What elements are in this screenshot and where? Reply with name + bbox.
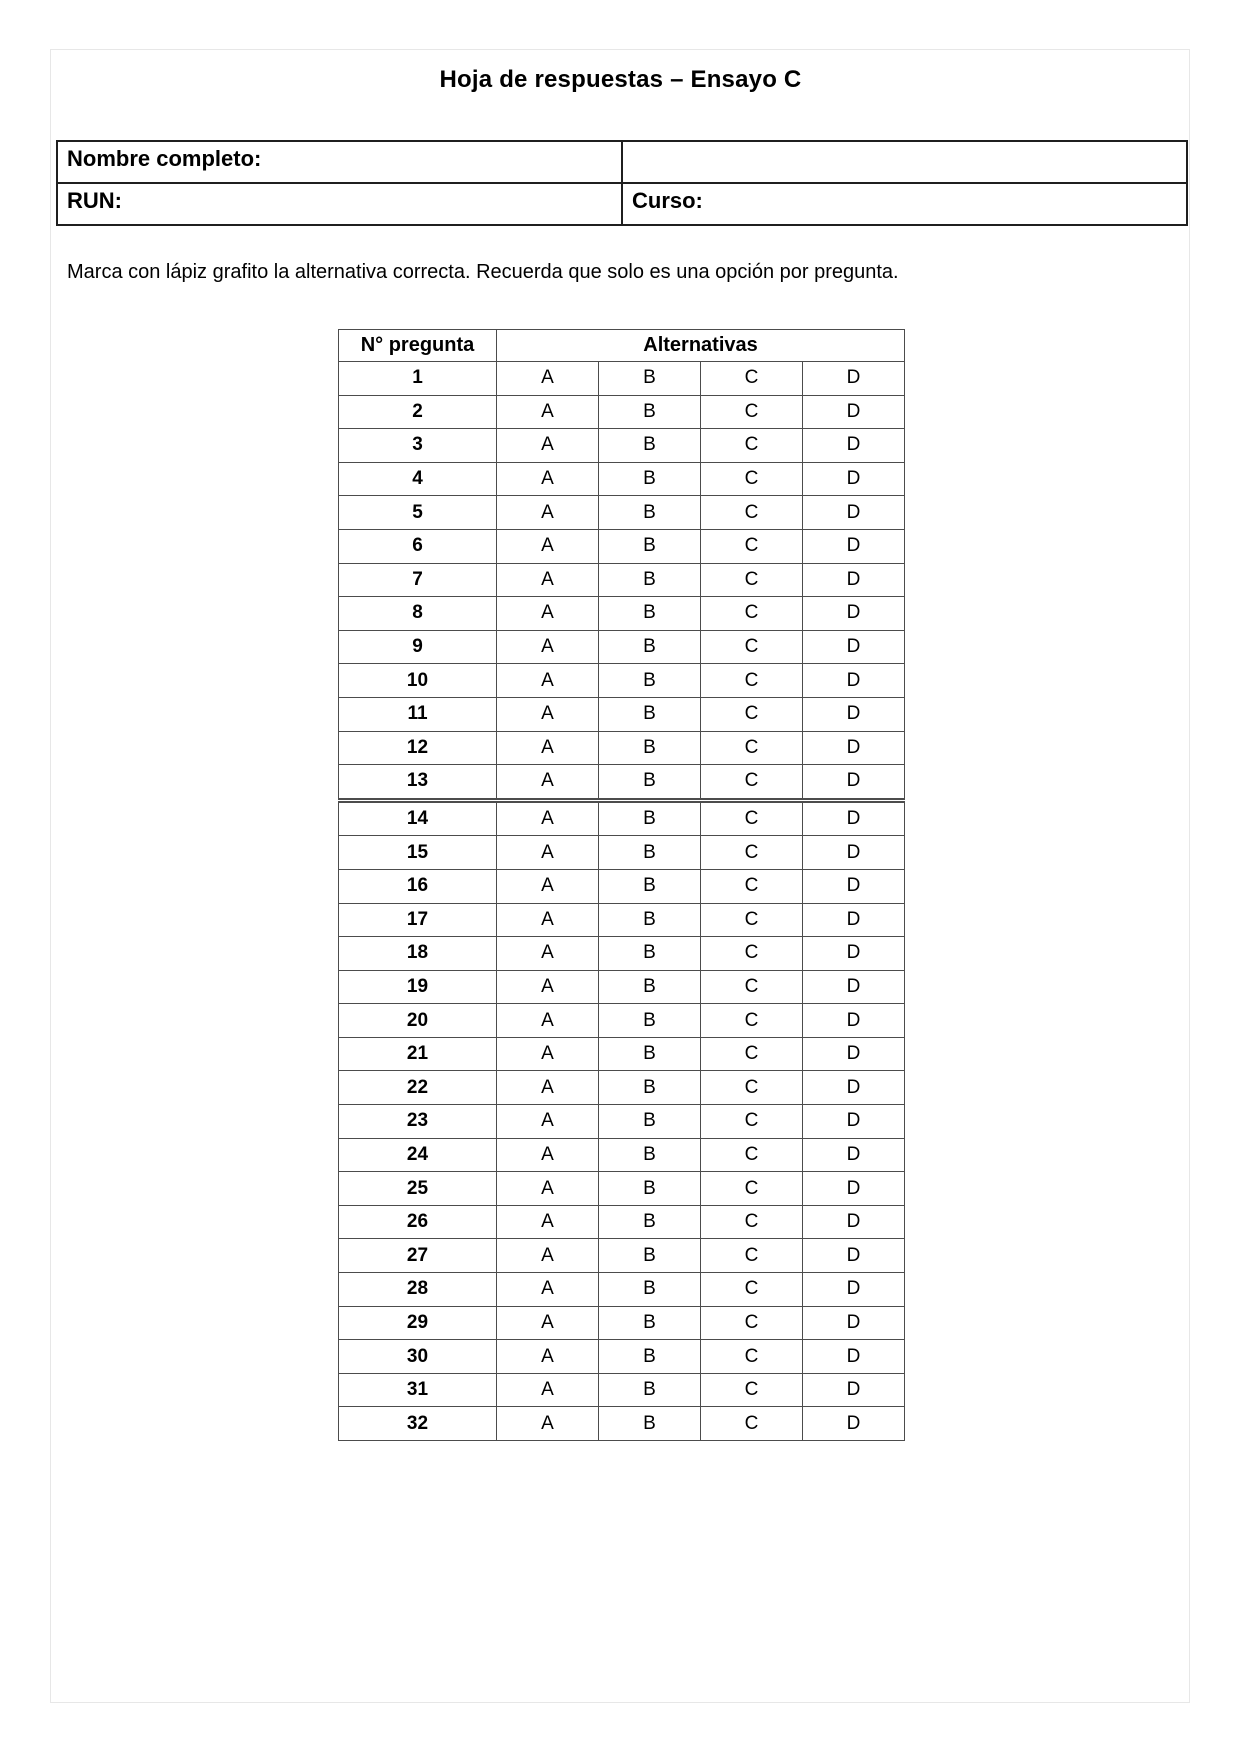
answer-row [339, 937, 905, 971]
option-cell-c[interactable]: C [701, 937, 803, 971]
question-number: 2 [339, 395, 497, 429]
option-cell-d[interactable]: D [803, 903, 905, 937]
question-number: 16 [339, 869, 497, 903]
option-cell-c[interactable]: C [701, 1004, 803, 1038]
option-cell-b[interactable]: B [599, 395, 701, 429]
option-cell-a[interactable]: A [497, 563, 599, 597]
answer-row [339, 395, 905, 429]
option-cell-c[interactable]: C [701, 429, 803, 463]
answer-row [339, 664, 905, 698]
option-cell-b[interactable]: B [599, 1340, 701, 1374]
option-cell-d[interactable]: D [803, 429, 905, 463]
answer-row [339, 1239, 905, 1273]
answer-row [339, 630, 905, 664]
option-cell-b[interactable]: B [599, 697, 701, 731]
option-cell-a[interactable]: A [497, 836, 599, 870]
answer-row [339, 1205, 905, 1239]
option-cell-c[interactable]: C [701, 529, 803, 563]
option-cell-b[interactable]: B [599, 362, 701, 396]
option-cell-a[interactable]: A [497, 869, 599, 903]
run-label: RUN: [67, 188, 122, 213]
question-number: 30 [339, 1340, 497, 1374]
option-cell-b[interactable]: B [599, 937, 701, 971]
option-cell-c[interactable]: C [701, 1105, 803, 1139]
question-number: 20 [339, 1004, 497, 1038]
question-number: 6 [339, 529, 497, 563]
option-cell-c[interactable]: C [701, 1138, 803, 1172]
option-cell-a[interactable]: A [497, 1004, 599, 1038]
option-cell-d[interactable]: D [803, 1205, 905, 1239]
question-number: 7 [339, 563, 497, 597]
option-cell-d[interactable]: D [803, 496, 905, 530]
answer-row [339, 1037, 905, 1071]
option-cell-c[interactable]: C [701, 563, 803, 597]
answer-row [339, 1105, 905, 1139]
option-cell-d[interactable]: D [803, 1105, 905, 1139]
option-cell-a[interactable]: A [497, 1105, 599, 1139]
student-info-table [56, 140, 1188, 226]
option-cell-c[interactable]: C [701, 800, 803, 836]
question-number: 9 [339, 630, 497, 664]
question-number: 25 [339, 1172, 497, 1206]
option-cell-b[interactable]: B [599, 1037, 701, 1071]
option-cell-a[interactable]: A [497, 1340, 599, 1374]
option-cell-d[interactable]: D [803, 1037, 905, 1071]
option-cell-a[interactable]: A [497, 1407, 599, 1441]
option-cell-c[interactable]: C [701, 1273, 803, 1307]
option-cell-c[interactable]: C [701, 664, 803, 698]
option-cell-a[interactable]: A [497, 429, 599, 463]
option-cell-d[interactable]: D [803, 1407, 905, 1441]
option-cell-b[interactable]: B [599, 529, 701, 563]
question-number: 29 [339, 1306, 497, 1340]
option-cell-a[interactable]: A [497, 1071, 599, 1105]
option-cell-a[interactable]: A [497, 1373, 599, 1407]
answer-row [339, 1273, 905, 1307]
answer-row [339, 765, 905, 801]
option-cell-c[interactable]: C [701, 630, 803, 664]
option-cell-c[interactable]: C [701, 1071, 803, 1105]
option-cell-a[interactable]: A [497, 1037, 599, 1071]
option-cell-b[interactable]: B [599, 869, 701, 903]
question-number: 17 [339, 903, 497, 937]
option-cell-a[interactable]: A [497, 800, 599, 836]
question-number: 21 [339, 1037, 497, 1071]
option-cell-c[interactable]: C [701, 362, 803, 396]
instructions-text: Marca con lápiz grafito la alternativa correcta. Recuerda que solo es una opción por pregunta. [67, 261, 899, 283]
option-cell-b[interactable]: B [599, 462, 701, 496]
option-cell-b[interactable]: B [599, 1071, 701, 1105]
option-cell-b[interactable]: B [599, 903, 701, 937]
answer-row [339, 1172, 905, 1206]
answer-row [339, 697, 905, 731]
option-cell-d[interactable]: D [803, 1138, 905, 1172]
option-cell-d[interactable]: D [803, 731, 905, 765]
option-cell-a[interactable]: A [497, 731, 599, 765]
curso-label-cell[interactable] [622, 183, 1187, 225]
option-cell-d[interactable]: D [803, 836, 905, 870]
option-cell-c[interactable]: C [701, 1037, 803, 1071]
option-cell-a[interactable]: A [497, 630, 599, 664]
answer-row [339, 836, 905, 870]
question-number: 31 [339, 1373, 497, 1407]
name-label-cell[interactable] [57, 141, 622, 183]
option-cell-d[interactable]: D [803, 462, 905, 496]
answer-row [339, 563, 905, 597]
answer-row [339, 903, 905, 937]
option-cell-b[interactable]: B [599, 800, 701, 836]
option-cell-d[interactable]: D [803, 1373, 905, 1407]
answer-row [339, 731, 905, 765]
option-cell-d[interactable]: D [803, 563, 905, 597]
answers-table-body [339, 362, 905, 1441]
option-cell-d[interactable]: D [803, 1273, 905, 1307]
option-cell-b[interactable]: B [599, 664, 701, 698]
run-label-cell[interactable] [57, 183, 622, 225]
option-cell-b[interactable]: B [599, 1172, 701, 1206]
answer-row [339, 597, 905, 631]
question-number: 3 [339, 429, 497, 463]
option-cell-a[interactable]: A [497, 1205, 599, 1239]
answers-header-row [339, 330, 905, 362]
option-cell-a[interactable]: A [497, 664, 599, 698]
question-number: 19 [339, 970, 497, 1004]
answers-table [338, 329, 905, 1441]
option-cell-d[interactable]: D [803, 1071, 905, 1105]
option-cell-d[interactable]: D [803, 664, 905, 698]
option-cell-d[interactable]: D [803, 597, 905, 631]
option-cell-c[interactable]: C [701, 395, 803, 429]
option-cell-a[interactable]: A [497, 1239, 599, 1273]
option-cell-b[interactable]: B [599, 1407, 701, 1441]
answer-row [339, 1138, 905, 1172]
answer-row [339, 529, 905, 563]
answer-row [339, 800, 905, 836]
option-cell-d[interactable]: D [803, 697, 905, 731]
answer-row [339, 869, 905, 903]
option-cell-c[interactable]: C [701, 1306, 803, 1340]
option-cell-b[interactable]: B [599, 597, 701, 631]
option-cell-a[interactable]: A [497, 395, 599, 429]
option-cell-b[interactable]: B [599, 836, 701, 870]
option-cell-a[interactable]: A [497, 529, 599, 563]
option-cell-c[interactable]: C [701, 496, 803, 530]
page-title: Hoja de respuestas – Ensayo C [439, 66, 802, 93]
answer-row [339, 970, 905, 1004]
option-cell-b[interactable]: B [599, 1004, 701, 1038]
question-number-header: N° pregunta [339, 330, 497, 362]
answer-row [339, 1340, 905, 1374]
option-cell-b[interactable]: B [599, 563, 701, 597]
answer-row [339, 1407, 905, 1441]
question-number: 18 [339, 937, 497, 971]
option-cell-a[interactable]: A [497, 496, 599, 530]
question-number: 14 [339, 800, 497, 836]
option-cell-d[interactable]: D [803, 869, 905, 903]
question-number: 26 [339, 1205, 497, 1239]
option-cell-d[interactable]: D [803, 362, 905, 396]
option-cell-c[interactable]: C [701, 1205, 803, 1239]
option-cell-d[interactable]: D [803, 529, 905, 563]
option-cell-d[interactable]: D [803, 630, 905, 664]
option-cell-a[interactable]: A [497, 697, 599, 731]
question-number: 23 [339, 1105, 497, 1139]
option-cell-d[interactable]: D [803, 1239, 905, 1273]
question-number: 22 [339, 1071, 497, 1105]
option-cell-c[interactable]: C [701, 731, 803, 765]
answer-row [339, 1004, 905, 1038]
alternatives-header: Alternativas [497, 330, 905, 362]
question-number: 10 [339, 664, 497, 698]
option-cell-a[interactable]: A [497, 765, 599, 801]
answer-row [339, 362, 905, 396]
option-cell-b[interactable]: B [599, 496, 701, 530]
curso-label: Curso: [632, 188, 703, 213]
option-cell-d[interactable]: D [803, 765, 905, 801]
question-number: 12 [339, 731, 497, 765]
option-cell-c[interactable]: C [701, 462, 803, 496]
option-cell-a[interactable]: A [497, 362, 599, 396]
question-number: 32 [339, 1407, 497, 1441]
option-cell-b[interactable]: B [599, 429, 701, 463]
question-number: 5 [339, 496, 497, 530]
answer-row [339, 1071, 905, 1105]
option-cell-a[interactable]: A [497, 597, 599, 631]
answer-row [339, 429, 905, 463]
name-value-cell[interactable] [622, 141, 1187, 183]
option-cell-d[interactable]: D [803, 395, 905, 429]
option-cell-c[interactable]: C [701, 836, 803, 870]
question-number: 8 [339, 597, 497, 631]
option-cell-b[interactable]: B [599, 630, 701, 664]
answer-row [339, 462, 905, 496]
question-number: 11 [339, 697, 497, 731]
option-cell-b[interactable]: B [599, 1138, 701, 1172]
option-cell-c[interactable]: C [701, 869, 803, 903]
option-cell-c[interactable]: C [701, 1239, 803, 1273]
option-cell-d[interactable]: D [803, 937, 905, 971]
option-cell-d[interactable]: D [803, 1172, 905, 1206]
option-cell-d[interactable]: D [803, 970, 905, 1004]
question-number: 27 [339, 1239, 497, 1273]
student-info-row-name [57, 141, 1187, 183]
option-cell-a[interactable]: A [497, 970, 599, 1004]
option-cell-c[interactable]: C [701, 697, 803, 731]
option-cell-c[interactable]: C [701, 1373, 803, 1407]
option-cell-c[interactable]: C [701, 1407, 803, 1441]
option-cell-a[interactable]: A [497, 903, 599, 937]
option-cell-a[interactable]: A [497, 1306, 599, 1340]
option-cell-a[interactable]: A [497, 937, 599, 971]
option-cell-c[interactable]: C [701, 1172, 803, 1206]
option-cell-d[interactable]: D [803, 800, 905, 836]
option-cell-c[interactable]: C [701, 970, 803, 1004]
option-cell-b[interactable]: B [599, 1306, 701, 1340]
option-cell-b[interactable]: B [599, 1105, 701, 1139]
question-number: 24 [339, 1138, 497, 1172]
option-cell-c[interactable]: C [701, 903, 803, 937]
option-cell-b[interactable]: B [599, 731, 701, 765]
answer-row [339, 1373, 905, 1407]
option-cell-a[interactable]: A [497, 1138, 599, 1172]
question-number: 13 [339, 765, 497, 801]
question-number: 15 [339, 836, 497, 870]
option-cell-c[interactable]: C [701, 597, 803, 631]
name-label: Nombre completo: [67, 146, 262, 171]
answer-row [339, 496, 905, 530]
student-info-row-run-curso [57, 183, 1187, 225]
option-cell-d[interactable]: D [803, 1340, 905, 1374]
answer-row [339, 1306, 905, 1340]
option-cell-d[interactable]: D [803, 1306, 905, 1340]
question-number: 4 [339, 462, 497, 496]
option-cell-b[interactable]: B [599, 970, 701, 1004]
option-cell-a[interactable]: A [497, 462, 599, 496]
option-cell-c[interactable]: C [701, 765, 803, 801]
option-cell-c[interactable]: C [701, 1340, 803, 1374]
option-cell-b[interactable]: B [599, 1373, 701, 1407]
option-cell-b[interactable]: B [599, 1205, 701, 1239]
option-cell-a[interactable]: A [497, 1273, 599, 1307]
option-cell-a[interactable]: A [497, 1172, 599, 1206]
question-number: 28 [339, 1273, 497, 1307]
option-cell-b[interactable]: B [599, 765, 701, 801]
question-number: 1 [339, 362, 497, 396]
option-cell-b[interactable]: B [599, 1273, 701, 1307]
option-cell-d[interactable]: D [803, 1004, 905, 1038]
option-cell-b[interactable]: B [599, 1239, 701, 1273]
